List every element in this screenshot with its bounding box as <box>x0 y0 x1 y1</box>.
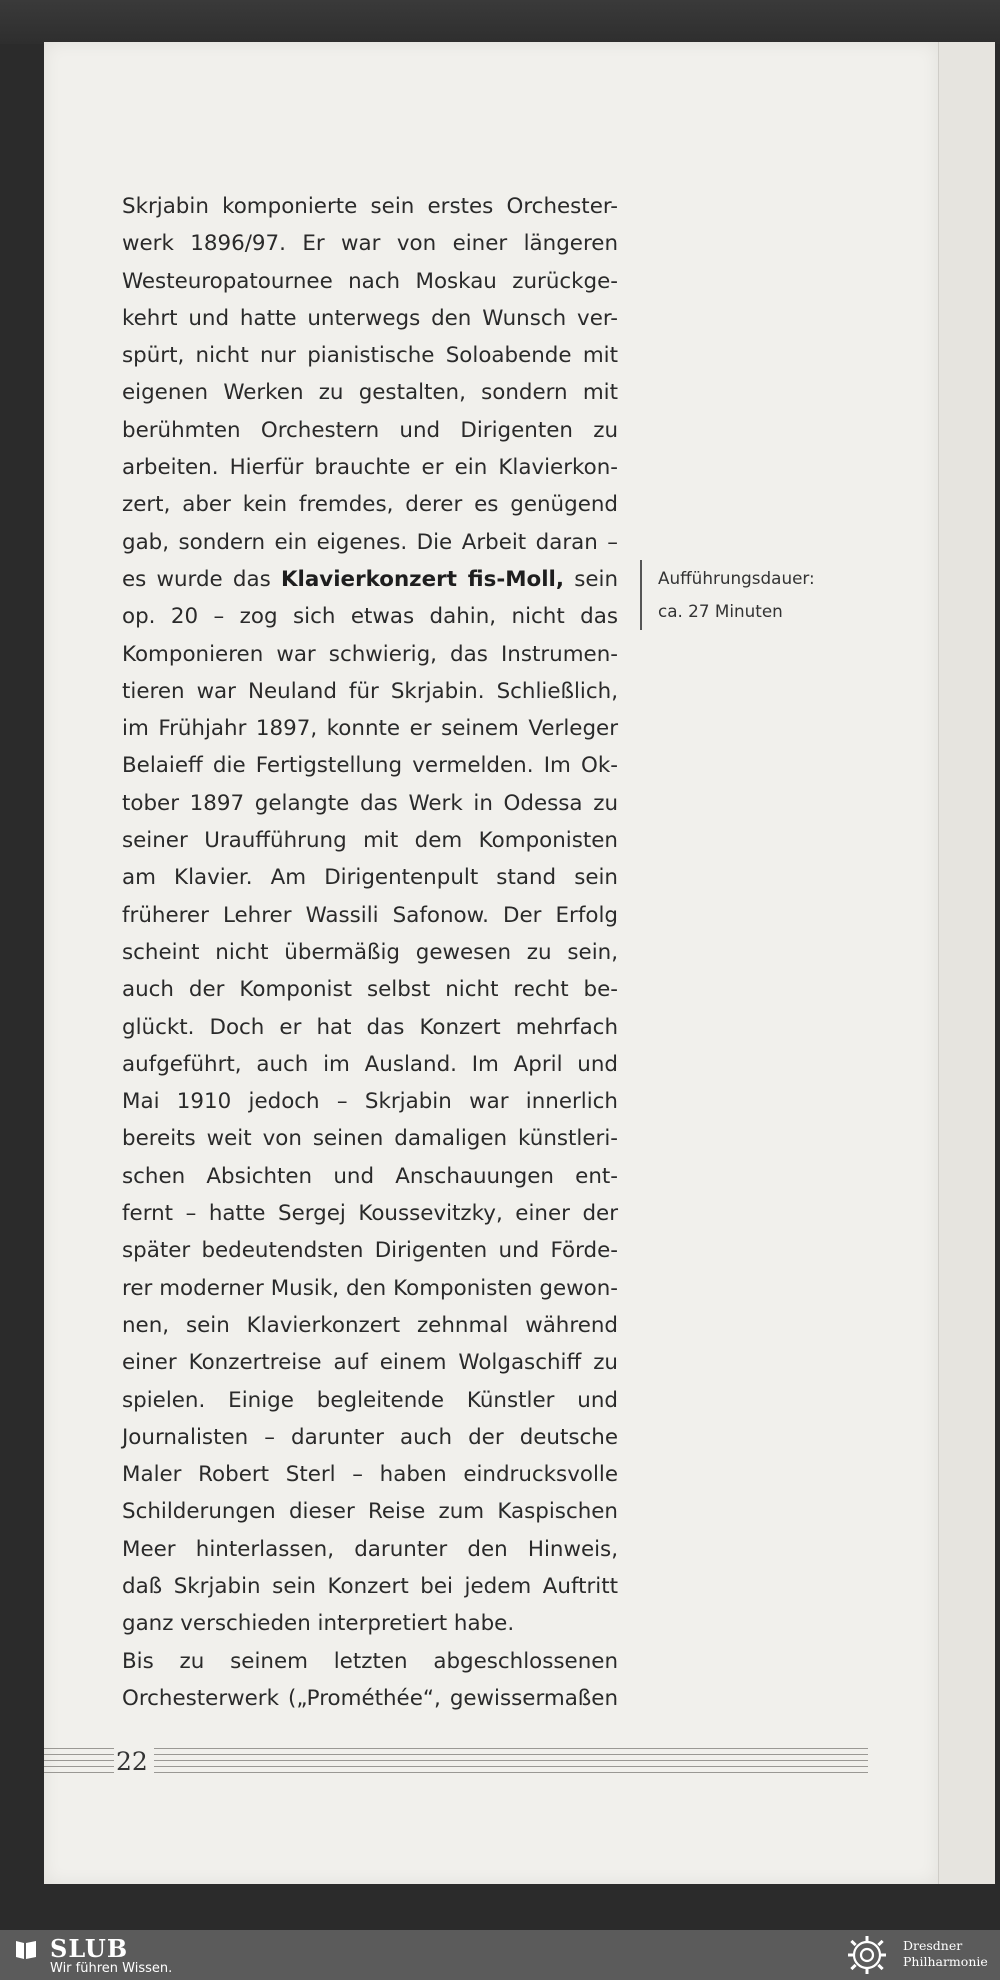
body-line: werk 1896/97. Er war von einer längeren <box>122 231 618 257</box>
next-page-edge <box>938 42 995 1884</box>
body-text <box>122 188 618 1717</box>
folio-rule <box>44 1748 868 1749</box>
body-line: später bedeutendsten Dirigenten und Förde- <box>122 1238 618 1264</box>
body-line: schen Absichten und Anschauungen ent- <box>122 1163 618 1189</box>
body-line: auch der Komponist selbst nicht recht be- <box>122 977 618 1003</box>
slub-book-icon <box>14 1938 38 1962</box>
body-line: Belaieff die Fertigstellung vermelden. Im Ok- <box>122 753 618 779</box>
philharmonie-line1: Dresdner <box>903 1938 963 1953</box>
body-line: op. 20 – zog sich etwas dahin, nicht das <box>122 604 618 630</box>
body-line: scheint nicht übermäßig gewesen zu sein, <box>122 939 618 965</box>
body-line: Skrjabin komponierte sein erstes Orchester- <box>122 194 618 219</box>
body-line: Mai 1910 jedoch – Skrjabin war innerlich <box>122 1089 618 1115</box>
body-line: kehrt und hatte unterwegs den Wunsch ver- <box>122 305 618 331</box>
body-line: Meer hinterlassen, darunter den Hinweis, <box>122 1536 618 1562</box>
body-line: einer Konzertreise auf einem Wolgaschiff zu <box>122 1350 618 1376</box>
body-line: zert, aber kein fremdes, derer es genügend <box>122 492 618 518</box>
body-line: seiner Uraufführung mit dem Komponisten <box>122 828 618 854</box>
body-line: spürt, nicht nur pianistische Soloabende mit <box>122 343 618 369</box>
body-line: Westeuropatournee nach Moskau zurückge- <box>122 268 618 294</box>
body-line: Orchesterwerk („Prométhée“, gewissermaßen <box>122 1685 618 1711</box>
scan-background-top <box>0 0 1000 44</box>
duration-label: Aufführungsdauer: <box>658 568 815 588</box>
body-line: tieren war Neuland für Skrjabin. Schließlich, <box>122 678 618 704</box>
body-line: eigenen Werken zu gestalten, sondern mit <box>122 380 618 406</box>
work-title: Klavierkonzert fis-Moll, <box>280 566 564 592</box>
duration-value: ca. 27 Minuten <box>658 601 783 621</box>
body-line: Maler Robert Sterl – haben eindrucksvolle <box>122 1462 618 1488</box>
viewer-footer-bar <box>0 1930 1000 1980</box>
folio-rule <box>44 1754 868 1755</box>
bold-line-after: sein <box>564 566 618 592</box>
philharmonie-emblem-icon <box>843 1934 891 1976</box>
body-line: fernt – hatte Sergej Koussevitzky, einer der <box>122 1201 618 1227</box>
slub-logo[interactable]: SLUB <box>50 1934 129 1963</box>
body-line: früherer Lehrer Wassili Safonow. Der Erfolg <box>122 902 618 928</box>
body-line-with-bold-title <box>122 561 618 598</box>
bold-line-before: es wurde das <box>122 566 281 592</box>
body-line: glückt. Doch er hat das Konzert mehrfach <box>122 1014 618 1040</box>
body-line: spielen. Einige begleitende Künstler und <box>122 1387 618 1413</box>
margin-note-rule <box>640 560 642 630</box>
body-line: aufgeführt, auch im Ausland. Im April und <box>122 1051 618 1077</box>
body-line: Bis zu seinem letzten abgeschlossenen <box>122 1648 618 1674</box>
body-line: daß Skrjabin sein Konzert bei jedem Auftritt <box>122 1573 618 1599</box>
folio-rule-lines <box>44 1744 868 1784</box>
body-line-paragraph-end: ganz verschieden interpretiert habe. <box>122 1611 515 1637</box>
body-line: nen, sein Klavierkonzert zehnmal während <box>122 1312 618 1338</box>
body-line: berühmten Orchestern und Dirigenten zu <box>122 417 618 443</box>
body-line: am Klavier. Am Dirigentenpult stand sein <box>122 865 618 891</box>
page-number: 22 <box>114 1747 154 1776</box>
folio-rule <box>44 1766 868 1767</box>
body-line: arbeiten. Hierfür brauchte er ein Klavierkon- <box>122 455 618 481</box>
body-line: im Frühjahr 1897, konnte er seinem Verleger <box>122 716 618 742</box>
body-line: gab, sondern ein eigenes. Die Arbeit daran – <box>122 529 618 555</box>
body-line: rer moderner Musik, den Komponisten gewon- <box>122 1275 618 1301</box>
margin-note <box>658 562 815 628</box>
body-line: tober 1897 gelangte das Werk in Odessa zu <box>122 790 618 816</box>
body-line: Komponieren war schwierig, das Instrumen- <box>122 641 618 667</box>
body-line: bereits weit von seinen damaligen künstleri- <box>122 1126 618 1152</box>
philharmonie-line2: Philharmonie <box>903 1954 988 1969</box>
slub-tagline: Wir führen Wissen. <box>50 1961 173 1976</box>
philharmonie-logo-text[interactable] <box>903 1938 988 1970</box>
body-line: Schilderungen dieser Reise zum Kaspischen <box>122 1499 618 1525</box>
body-line: Journalisten – darunter auch der deutsche <box>122 1424 618 1450</box>
folio-rule <box>44 1772 868 1773</box>
folio-rule <box>44 1760 868 1761</box>
